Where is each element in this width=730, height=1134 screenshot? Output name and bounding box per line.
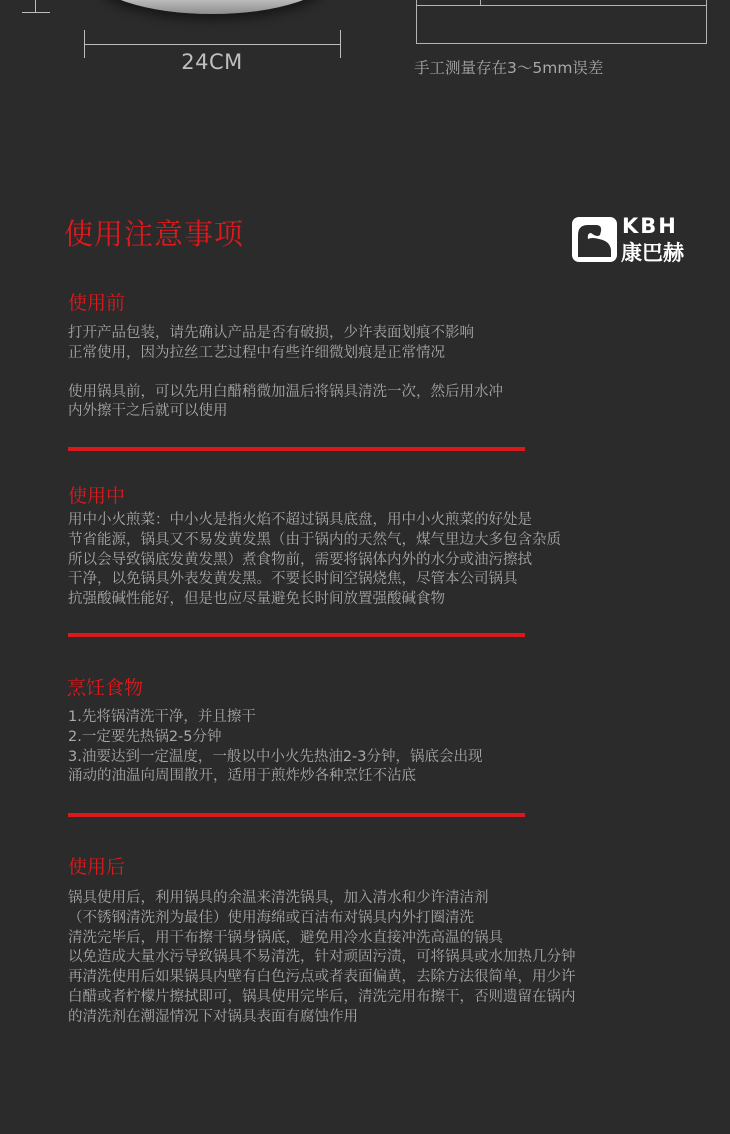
section-body-cooking (68, 708, 483, 787)
section-title-cooking: 烹饪食物 (67, 677, 144, 699)
body-line: 1.先将锅清洗干净，并且擦干 (68, 709, 256, 725)
body-line: 打开产品包装，请先确认产品是否有破损，少许表面划痕不影响 (68, 325, 474, 341)
section-body-before-use (68, 324, 503, 422)
pot-base-image (92, 0, 332, 14)
section-body-during-use (68, 511, 561, 610)
dimension-line (84, 44, 341, 45)
body-line: 抗强酸碱性能好，但是也应尽量避免长时间放置强酸碱食物 (68, 591, 445, 608)
body-line: （不锈钢清洗剂为最佳）使用海绵或百洁布对锅具内外打圈清洗 (68, 909, 474, 926)
logo-chinese-text: 康巴赫 (621, 241, 684, 265)
body-line: 以免造成大量水污导致锅具不易清洗，针对顽固污渍，可将锅具或水加热几分钟 (68, 949, 576, 966)
section-title-during-use: 使用中 (68, 485, 126, 507)
spec-table (416, 0, 707, 44)
body-line: 锅具使用后，利用锅具的余温来清洗锅具，加入清水和少许清洁剂 (68, 890, 489, 906)
section-divider (68, 447, 525, 451)
section-body-after-use (68, 889, 576, 1028)
body-line: 3.油要达到一定温度，一般以中小火先热油2-3分钟，锅底会出现 (68, 748, 483, 765)
section-divider (68, 813, 525, 817)
body-line: 干净，以免锅具外表发黄发黑。不要长时间空锅烧焦，尽管本公司锅具 (68, 571, 518, 588)
body-line: 白醋或者柠檬片擦拭即可，锅具使用完毕后，清洗完用布擦干，否则遗留在锅内 (68, 988, 576, 1005)
body-line: 再清洗使用后如果锅具内壁有白色污点或者表面偏黄，去除方法很简单，用少许 (68, 969, 576, 986)
section-title-before-use: 使用前 (68, 292, 126, 314)
brand-logo (572, 214, 692, 266)
body-line: 清洗完毕后，用干布擦干锅身锅底，避免用冷水直接冲洗高温的锅具 (68, 929, 503, 946)
height-marker (22, 0, 50, 13)
muscle-arm-icon (572, 217, 617, 262)
logo-latin-text: KBH (622, 214, 678, 238)
measurement-note: 手工测量存在3～5mm误差 (414, 59, 604, 77)
body-line: 所以会导致锅底发黄发黑）煮食物前，需要将锅体内外的水分或油污擦拭 (68, 551, 532, 568)
body-line: 使用锅具前，可以先用白醋稍微加温后将锅具清洗一次，然后用水冲 (68, 383, 503, 400)
section-divider (68, 633, 525, 637)
section-title-after-use: 使用后 (68, 856, 126, 878)
page-title: 使用注意事项 (64, 217, 245, 251)
body-line: 2.一定要先热锅2-5分钟 (68, 728, 222, 745)
body-line: 内外擦干之后就可以使用 (68, 403, 228, 420)
body-line: 涌动的油温向周围散开，适用于煎炸炒各种烹饪不沾底 (68, 768, 416, 785)
body-line: 正常使用，因为拉丝工艺过程中有些许细微划痕是正常情况 (68, 344, 445, 361)
body-line: 节省能源，锅具又不易发黄发黑（由于锅内的天然气，煤气里边大多包含杂质 (68, 531, 561, 548)
diameter-label: 24CM (181, 50, 243, 74)
body-line: 用中小火煎菜：中小火是指火焰不超过锅具底盘，用中小火煎菜的好处是 (68, 512, 532, 528)
body-line: 的清洗剂在潮湿情况下对锅具表面有腐蚀作用 (68, 1008, 358, 1025)
